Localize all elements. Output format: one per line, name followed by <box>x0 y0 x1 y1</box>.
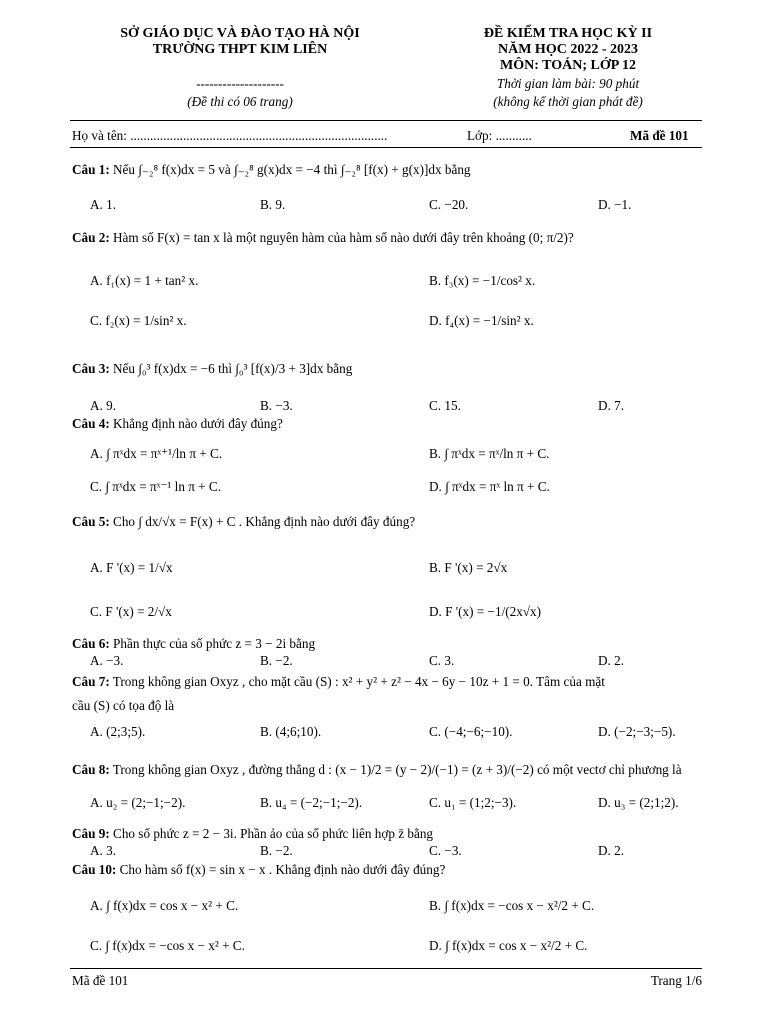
time-limit: Thời gian làm bài: 90 phút <box>496 76 640 91</box>
option-a[interactable]: A. F '(x) = 1/√x <box>90 560 173 575</box>
page-count-note: (Đề thi có 06 trang) <box>187 94 293 109</box>
header-divider <box>70 120 702 121</box>
option-c[interactable]: C. −3. <box>429 843 462 858</box>
option-d[interactable]: D. u₃ = (2;1;2). <box>598 795 679 810</box>
option-a[interactable]: A. −3. <box>90 653 124 668</box>
option-b[interactable]: B. 9. <box>260 197 286 212</box>
option-a[interactable]: A. 3. <box>90 843 117 858</box>
question-text: Nếu ∫₀³ f(x)dx = −6 thì ∫₀³ [f(x)/3 + 3]dx bằng <box>113 361 353 376</box>
question-label: Câu 3: <box>72 361 110 376</box>
question-10 <box>72 862 445 878</box>
question-label: Câu 7: <box>72 674 110 689</box>
question-2 <box>72 230 574 246</box>
question-6 <box>72 636 315 652</box>
question-text: Khẳng định nào dưới đây đúng? <box>113 416 283 431</box>
option-c[interactable]: C. F '(x) = 2/√x <box>90 604 172 619</box>
question-1 <box>72 162 471 178</box>
option-a[interactable]: A. 1. <box>90 197 117 212</box>
option-b[interactable]: B. −3. <box>260 398 293 413</box>
question-7 <box>72 674 605 690</box>
option-a[interactable]: A. ∫ πˣdx = πˣ⁺¹/ln π + C. <box>90 446 223 461</box>
page-number: Trang 1/6 <box>650 973 702 988</box>
option-b[interactable]: B. f₃(x) = −1/cos² x. <box>429 273 536 288</box>
question-label: Câu 4: <box>72 416 110 431</box>
option-b[interactable]: B. −2. <box>260 653 293 668</box>
question-label: Câu 8: <box>72 762 110 777</box>
option-d[interactable]: D. F '(x) = −1/(2x√x) <box>429 604 542 619</box>
option-b[interactable]: B. −2. <box>260 843 293 858</box>
option-c[interactable]: C. ∫ f(x)dx = −cos x − x² + C. <box>90 938 245 953</box>
question-label: Câu 5: <box>72 514 110 529</box>
option-d[interactable]: D. ∫ πˣdx = πˣ ln π + C. <box>429 479 550 494</box>
time-note: (không kể thời gian phát đề) <box>493 94 643 109</box>
header-dashes: -------------------- <box>196 76 284 91</box>
school-name: TRƯỜNG THPT KIM LIÊN <box>152 42 328 57</box>
question-label: Câu 1: <box>72 162 110 177</box>
option-b[interactable]: B. (4;6;10). <box>260 724 322 739</box>
question-text: Hàm số F(x) = tan x là một nguyên hàm của hàm số nào dưới đây trên khoảng (0; π/2)? <box>113 230 574 245</box>
question-8 <box>72 762 682 778</box>
question-label: Câu 10: <box>72 862 117 877</box>
option-c[interactable]: C. −20. <box>429 197 469 212</box>
option-b[interactable]: B. u₄ = (−2;−1;−2). <box>260 795 363 810</box>
question-text: Trong không gian Oxyz , cho mặt cầu (S) : x² + y² + z² − 4x − 6y − 10z + 1 = 0. Tâm của mặt <box>112 674 605 689</box>
option-d[interactable]: D. f₄(x) = −1/sin² x. <box>429 313 534 328</box>
question-5 <box>72 514 415 530</box>
option-c[interactable]: C. 15. <box>429 398 461 413</box>
option-a[interactable]: A. (2;3;5). <box>90 724 146 739</box>
school-department: SỞ GIÁO DỤC VÀ ĐÀO TẠO HÀ NỘI <box>120 26 360 41</box>
option-d[interactable]: D. 2. <box>598 653 625 668</box>
question-7-continued: cầu (S) có tọa độ là <box>72 698 175 713</box>
question-3 <box>72 361 352 377</box>
option-d[interactable]: D. 7. <box>598 398 625 413</box>
footer-divider <box>70 968 702 969</box>
question-label: Câu 9: <box>72 826 110 841</box>
class-field[interactable]: Lớp: ........... <box>467 128 532 143</box>
school-year: NĂM HỌC 2022 - 2023 <box>498 42 638 57</box>
option-d[interactable]: D. ∫ f(x)dx = cos x − x²/2 + C. <box>429 938 588 953</box>
exam-code: Mã đề 101 <box>630 128 689 143</box>
question-label: Câu 2: <box>72 230 110 245</box>
option-a[interactable]: A. f₁(x) = 1 + tan² x. <box>90 273 199 288</box>
option-d[interactable]: D. 2. <box>598 843 625 858</box>
question-9 <box>72 826 433 842</box>
option-a[interactable]: A. ∫ f(x)dx = cos x − x² + C. <box>90 898 239 913</box>
option-c[interactable]: C. f₂(x) = 1/sin² x. <box>90 313 187 328</box>
footer-exam-code: Mã đề 101 <box>72 973 129 988</box>
option-d[interactable]: D. (−2;−3;−5). <box>598 724 676 739</box>
exam-title: ĐỀ KIỂM TRA HỌC KỲ II <box>483 26 653 41</box>
option-d[interactable]: D. −1. <box>598 197 632 212</box>
option-b[interactable]: B. ∫ πˣdx = πˣ/ln π + C. <box>429 446 550 461</box>
option-c[interactable]: C. (−4;−6;−10). <box>429 724 513 739</box>
student-name-field[interactable]: Họ và tên: .............................................................................. <box>72 128 388 143</box>
option-b[interactable]: B. F '(x) = 2√x <box>429 560 508 575</box>
question-4 <box>72 416 283 432</box>
subject: MÔN: TOÁN; LỚP 12 <box>500 58 636 73</box>
question-text: Cho ∫ dx/√x = F(x) + C . Khẳng định nào dưới đây đúng? <box>113 514 416 529</box>
question-text: Nếu ∫₋₂⁸ f(x)dx = 5 và ∫₋₂⁸ g(x)dx = −4 thì ∫₋₂⁸ [f(x) + g(x)]dx bằng <box>113 162 471 177</box>
option-b[interactable]: B. ∫ f(x)dx = −cos x − x²/2 + C. <box>429 898 595 913</box>
option-c[interactable]: C. u₁ = (1;2;−3). <box>429 795 517 810</box>
question-text: Trong không gian Oxyz , đường thẳng d : (x − 1)/2 = (y − 2)/(−1) = (z + 3)/(−2) có một vectơ chỉ phương là <box>112 762 682 777</box>
question-text: Phần thực của số phức z = 3 − 2i bằng <box>113 636 316 651</box>
question-label: Câu 6: <box>72 636 110 651</box>
question-text: Cho số phức z = 2 − 3i. Phần ảo của số phức liên hợp z̄ bằng <box>113 826 434 841</box>
option-a[interactable]: A. 9. <box>90 398 117 413</box>
option-c[interactable]: C. 3. <box>429 653 455 668</box>
option-a[interactable]: A. u₂ = (2;−1;−2). <box>90 795 186 810</box>
question-text: Cho hàm số f(x) = sin x − x . Khẳng định nào dưới đây đúng? <box>119 862 446 877</box>
info-divider <box>70 147 702 148</box>
option-c[interactable]: C. ∫ πˣdx = πˣ⁻¹ ln π + C. <box>90 479 222 494</box>
